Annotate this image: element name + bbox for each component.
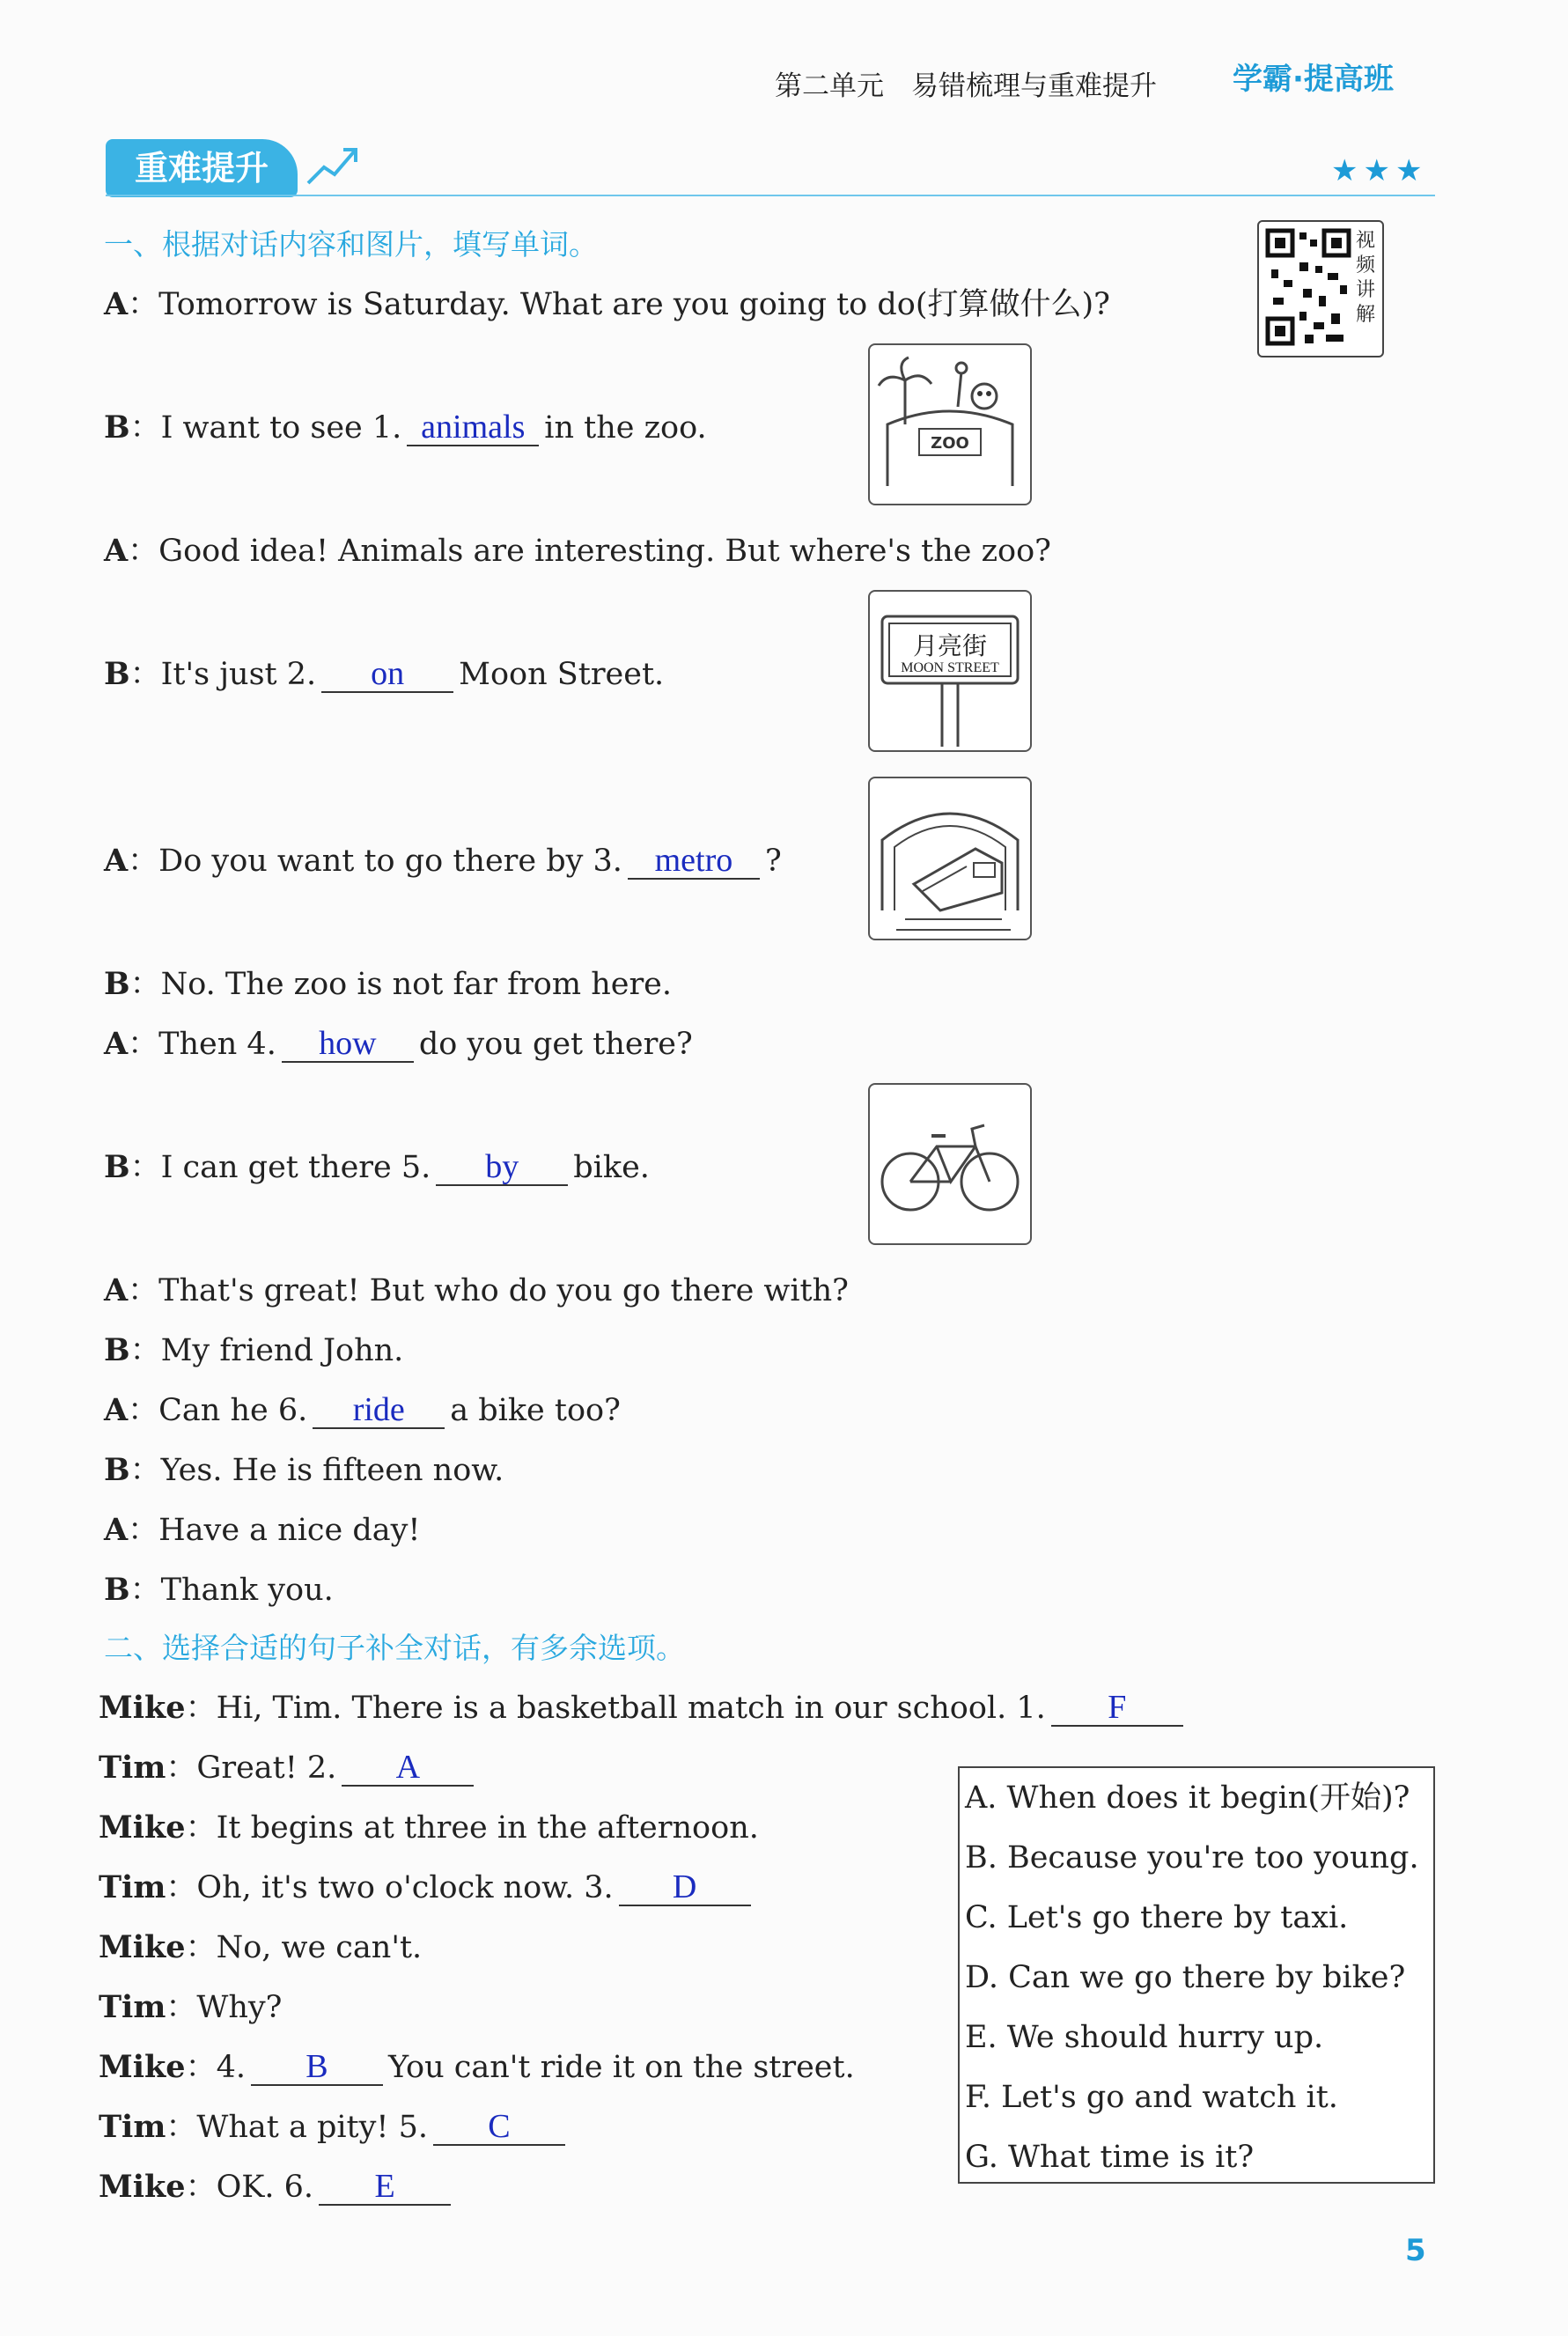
speaker-label: B: [104, 1332, 130, 1368]
answer-blank[interactable]: animals: [407, 409, 539, 446]
line-text: ：Tomorrow is Saturday. What are you going to do(打算做什么)?: [128, 287, 1110, 322]
dialogue-line: [104, 1266, 849, 1310]
answer-blank[interactable]: ride: [313, 1392, 445, 1429]
option-item: A. When does it begin(开始)?: [965, 1780, 1410, 1816]
dialogue-line: [99, 1684, 1189, 1728]
speaker-label: Tim: [99, 1989, 166, 2025]
option-item: E. We should hurry up.: [965, 2020, 1324, 2055]
line-text: ：That's great! But who do you go there with?: [128, 1273, 849, 1308]
speaker-label: Tim: [99, 1750, 166, 1786]
dialogue-line: [104, 527, 1051, 571]
dialogue-line: [99, 1863, 756, 1907]
line-text: ：Great! 2.: [166, 1750, 337, 1786]
metro-picture: [868, 777, 1032, 940]
dialogue-line: [104, 280, 1110, 324]
header-rule: [106, 195, 1435, 196]
dialogue-line: [104, 1020, 693, 1064]
option-item: G. What time is it?: [965, 2140, 1255, 2175]
option-item: F. Let's go and watch it.: [965, 2080, 1338, 2115]
bike-picture: [868, 1083, 1032, 1245]
line-text: ：Have a nice day!: [128, 1513, 421, 1548]
qr-code[interactable]: [1257, 220, 1384, 357]
dialogue-line: [104, 1446, 504, 1490]
dialogue-line: [99, 2103, 571, 2147]
qr-caption: 视频讲解: [1356, 230, 1376, 326]
speaker-label: A: [104, 1272, 129, 1308]
answer-blank[interactable]: A: [342, 1750, 474, 1787]
dialogue-line: [99, 1803, 759, 1847]
answer-blank[interactable]: B: [251, 2049, 383, 2086]
line-text: ：It's just 2.: [129, 657, 317, 692]
line-text: ：Thank you.: [129, 1573, 334, 1608]
unit-title: 第二单元 易错梳理与重难提升: [775, 70, 1157, 102]
line-text: ：4.: [185, 2050, 246, 2085]
line-text-after: Moon Street.: [459, 657, 665, 692]
answer-blank[interactable]: C: [433, 2109, 565, 2146]
speaker-label: B: [104, 1452, 130, 1488]
dialogue-line: [99, 1923, 422, 1967]
line-text: ：No. The zoo is not far from here.: [129, 967, 673, 1002]
speaker-label: B: [104, 1149, 130, 1185]
sign-english: MOON STREET: [901, 660, 999, 675]
dialogue-line: [104, 960, 672, 1004]
speaker-label: Mike: [99, 1690, 186, 1726]
speaker-label: Mike: [99, 1929, 186, 1965]
bicycle-icon: [870, 1085, 1030, 1243]
line-text: ：Do you want to go there by 3.: [128, 844, 622, 879]
trend-arrow-icon: [305, 143, 361, 188]
speaker-label: B: [104, 1572, 130, 1608]
line-text: ：Oh, it's two o'clock now. 3.: [166, 1870, 614, 1905]
brand-logo: 学霸·提高班: [1233, 62, 1394, 97]
answer-blank[interactable]: how: [282, 1026, 414, 1063]
answer-blank[interactable]: metro: [628, 843, 760, 880]
line-text: ：Can he 6.: [128, 1393, 308, 1428]
difficulty-stars: ★★★: [1331, 153, 1428, 188]
dialogue-line: [104, 1506, 420, 1550]
answer-blank[interactable]: D: [619, 1869, 751, 1906]
line-text: ：No, we can't.: [185, 1930, 423, 1965]
line-text: ：What a pity! 5.: [166, 2110, 428, 2145]
dialogue-line: [104, 1386, 621, 1430]
page-number: 5: [1405, 2233, 1426, 2268]
street-sign-picture: [868, 590, 1032, 752]
line-text: ：Then 4.: [128, 1027, 276, 1062]
options-box: [958, 1766, 1435, 2184]
dialogue-line: [104, 650, 664, 694]
zoo-gate-icon: [870, 345, 1030, 504]
dialogue-line: [104, 403, 707, 447]
answer-blank[interactable]: E: [319, 2169, 451, 2206]
line-text: ：My friend John.: [129, 1333, 404, 1368]
speaker-label: A: [104, 1512, 129, 1548]
answer-blank[interactable]: by: [436, 1149, 568, 1186]
dialogue-line: [99, 2163, 456, 2207]
option-item: B. Because you're too young.: [965, 1840, 1419, 1875]
dialogue-line: [99, 1983, 282, 2027]
answer-blank[interactable]: on: [321, 656, 453, 693]
qr-pattern-icon: [1264, 227, 1352, 350]
speaker-label: Mike: [99, 2169, 186, 2205]
speaker-label: Mike: [99, 2049, 186, 2085]
metro-train-icon: [870, 778, 1030, 939]
line-text: ：I want to see 1.: [129, 410, 402, 446]
speaker-label: B: [104, 656, 130, 692]
dialogue-line: [104, 836, 782, 881]
line-text-after: bike.: [573, 1150, 650, 1185]
zoo-sign-label: ZOO: [931, 434, 969, 453]
sign-chinese: 月亮街: [912, 631, 987, 660]
dialogue-line: [99, 1743, 479, 1787]
speaker-label: A: [104, 533, 129, 569]
line-text: ：OK. 6.: [185, 2170, 314, 2205]
speaker-label: B: [104, 409, 130, 446]
dialogue-line: [104, 1143, 650, 1187]
line-text: ：It begins at three in the afternoon.: [185, 1810, 759, 1846]
option-item: C. Let's go there by taxi.: [965, 1900, 1349, 1935]
option-item: D. Can we go there by bike?: [965, 1960, 1406, 1995]
speaker-label: Tim: [99, 2109, 166, 2145]
speaker-label: Tim: [99, 1869, 166, 1905]
speaker-label: Mike: [99, 1809, 186, 1846]
speaker-label: A: [104, 1392, 129, 1428]
dialogue-line: [99, 2043, 855, 2087]
line-text-after: You can't ride it on the street.: [387, 2050, 855, 2085]
line-text-after: do you get there?: [418, 1027, 693, 1062]
section-badge: 重难提升: [106, 139, 298, 197]
line-text: ：I can get there 5.: [129, 1150, 431, 1185]
zoo-picture: [868, 343, 1032, 505]
line-text: ：Hi, Tim. There is a basketball match in our school. 1.: [185, 1691, 1046, 1726]
speaker-label: A: [104, 843, 129, 879]
dialogue-line: [104, 1326, 403, 1370]
line-text-after: ?: [764, 844, 782, 879]
part2-title: 二、选择合适的句子补全对话，有多余选项。: [104, 1631, 685, 1665]
dialogue-line: [104, 1566, 334, 1610]
line-text-after: in the zoo.: [544, 410, 707, 446]
line-text-after: a bike too?: [450, 1393, 621, 1428]
speaker-label: A: [104, 286, 129, 322]
line-text: ：Why?: [166, 1990, 283, 2025]
answer-blank[interactable]: F: [1051, 1690, 1183, 1727]
line-text: ：Good idea! Animals are interesting. But where's the zoo?: [128, 534, 1051, 569]
line-text: ：Yes. He is fifteen now.: [129, 1453, 504, 1488]
part1-title: 一、根据对话内容和图片，填写单词。: [104, 227, 598, 262]
speaker-label: B: [104, 966, 130, 1002]
speaker-label: A: [104, 1026, 129, 1062]
